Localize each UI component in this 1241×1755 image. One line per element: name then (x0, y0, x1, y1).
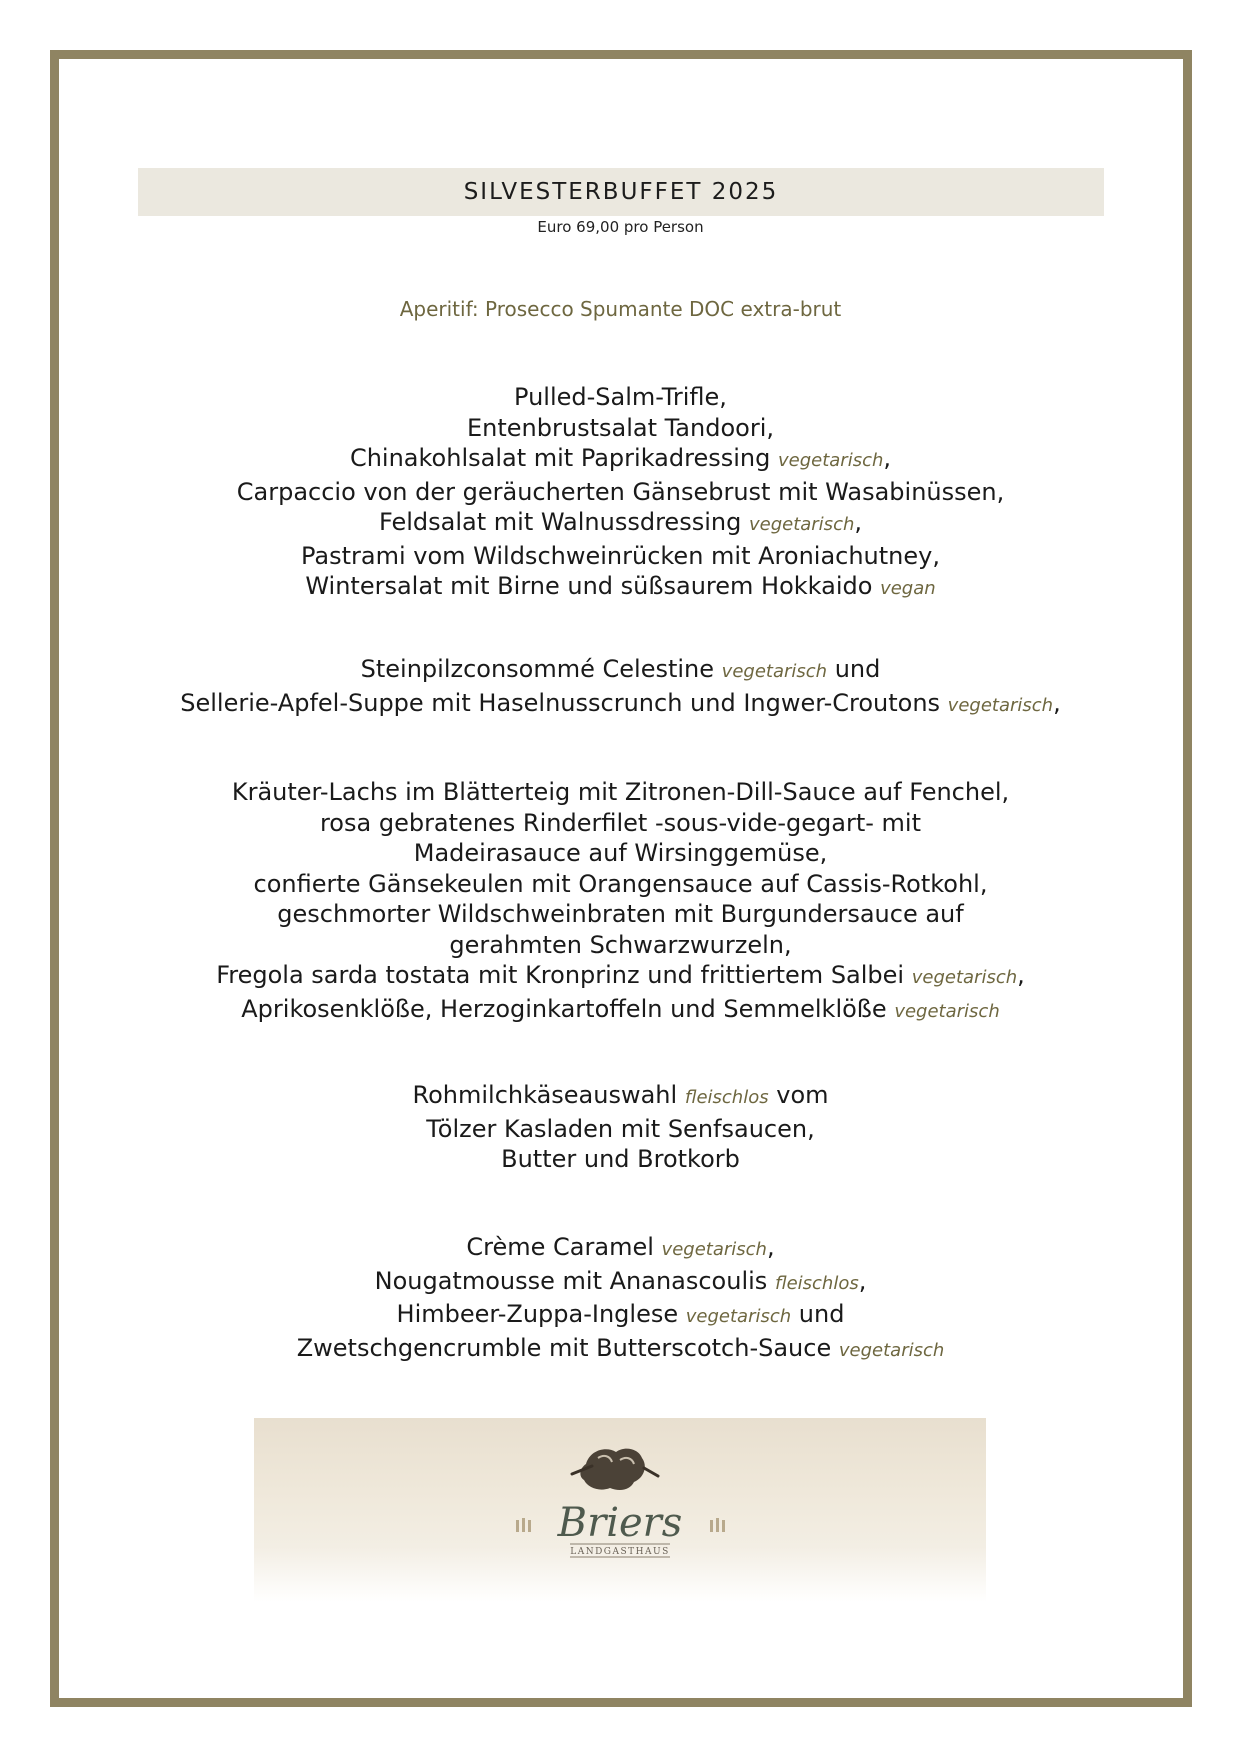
menu-item (0, 654, 1241, 688)
dish-text: Wintersalat mit Birne und süßsaurem Hokkaido (305, 572, 873, 600)
dish-text: Butter und Brotkorb (501, 1145, 740, 1173)
dish-suffix: , (854, 508, 863, 536)
diet-tag: vegetarisch (661, 1239, 767, 1260)
logo-script-text: Briers (557, 1500, 683, 1546)
dish-text: Zwetschgencrumble mit Butterscotch-Sauce (296, 1333, 832, 1362)
menu-item (0, 1114, 1241, 1145)
menu-item (0, 541, 1241, 572)
menu-item (0, 571, 1241, 605)
dish-text: gerahmten Schwarzwurzeln, (449, 930, 792, 959)
menu-title-bar (138, 168, 1104, 216)
dish-text: Madeirasauce auf Wirsinggemüse, (413, 839, 828, 867)
price-per-person: Euro 69,00 pro Person (537, 218, 704, 236)
menu-item (0, 1232, 1241, 1266)
dish-suffix: und (791, 1300, 845, 1328)
course-mains (0, 777, 1241, 1027)
dish-text: Himbeer-Zuppa-Inglese (396, 1300, 679, 1328)
logo-subtitle: LANDGASTHAUS (570, 1547, 670, 1557)
menu-item (0, 1299, 1241, 1333)
menu-item (0, 808, 1241, 839)
dish-text: Rohmilchkäseauswahl (412, 1081, 678, 1109)
diet-tag: vegetarisch (838, 1339, 945, 1361)
menu-item (0, 899, 1241, 930)
dish-text: Feldsalat mit Walnussdressing (378, 508, 742, 536)
menu-item (0, 1333, 1241, 1367)
menu-item (0, 777, 1241, 808)
dish-text: Tölzer Kasladen mit Senfsaucen, (426, 1114, 815, 1143)
menu-item (0, 960, 1241, 994)
menu-item (0, 1080, 1241, 1114)
logo-graphic (254, 1418, 986, 1602)
dish-text: Steinpilzconsommé Celestine (360, 655, 715, 683)
menu-item (0, 994, 1241, 1028)
dish-text: Kräuter-Lachs im Blätterteig mit Zitronen-Dill-Sauce auf Fenchel, (231, 778, 1010, 806)
dish-text: Crème Caramel (466, 1233, 654, 1261)
dish-text: Nougatmousse mit Ananascoulis (374, 1266, 768, 1295)
dish-text: Fregola sarda tostata mit Kronprinz und frittiertem Salbei (216, 961, 905, 989)
logo-banner (254, 1418, 986, 1602)
menu-item (0, 413, 1241, 444)
diet-tag: vegetarisch (911, 967, 1018, 988)
course-desserts (0, 1232, 1241, 1366)
dish-suffix: , (883, 444, 892, 472)
diet-tag: fleischlos (684, 1087, 769, 1108)
course-cheese (0, 1080, 1241, 1175)
dish-text: Entenbrustsalat Tandoori, (467, 413, 774, 442)
dish-suffix: , (1053, 688, 1061, 717)
dish-text: geschmorter Wildschweinbraten mit Burgundersauce auf (277, 900, 964, 928)
menu-item (0, 869, 1241, 900)
dish-text: Carpaccio von der geräucherten Gänsebrust mit Wasabinüssen, (236, 477, 1005, 506)
menu-title: SILVESTERBUFFET 2025 (463, 179, 779, 205)
dish-suffix: , (858, 1266, 867, 1295)
dish-text: Aprikosenklöße, Herzoginkartoffeln und Semmelklöße (241, 994, 887, 1023)
menu-item (0, 443, 1241, 477)
diet-tag: vegetarisch (947, 694, 1054, 716)
boar-emblem-icon (572, 1449, 658, 1490)
menu-item (0, 930, 1241, 961)
diet-tag: vegetarisch (894, 1000, 1000, 1022)
menu-item (0, 507, 1241, 541)
menu-item (0, 1266, 1241, 1300)
course-starters (0, 382, 1241, 605)
aperitif: Aperitif: Prosecco Spumante DOC extra-brut (399, 297, 842, 321)
dish-suffix: , (1017, 961, 1025, 989)
menu-item (0, 382, 1241, 413)
diet-tag: vegetarisch (685, 1306, 792, 1327)
menu-item (0, 838, 1241, 869)
menu-item (0, 477, 1241, 508)
diet-tag: vegetarisch (721, 661, 828, 682)
dish-text: confierte Gänsekeulen mit Orangensauce auf Cassis-Rotkohl, (253, 869, 988, 898)
dish-text: rosa gebratenes Rinderfilet -sous-vide-gegart- mit (319, 808, 922, 837)
dish-text: Pulled-Salm-Trifle, (514, 383, 727, 411)
diet-tag: vegetarisch (748, 514, 855, 535)
menu-item (0, 1144, 1241, 1175)
diet-tag: vegan (880, 578, 936, 599)
diet-tag: vegetarisch (777, 450, 884, 471)
diet-tag: fleischlos (774, 1272, 859, 1294)
dish-text: Chinakohlsalat mit Paprikadressing (349, 444, 771, 472)
dish-text: Sellerie-Apfel-Suppe mit Haselnusscrunch und Ingwer-Croutons (180, 688, 941, 717)
menu-item (0, 688, 1241, 722)
dish-text: Pastrami vom Wildschweinrücken mit Aroniachutney, (301, 541, 940, 570)
dish-suffix: , (766, 1233, 775, 1261)
dish-suffix: und (827, 655, 881, 683)
course-soups (0, 654, 1241, 721)
dish-suffix: vom (768, 1081, 829, 1109)
